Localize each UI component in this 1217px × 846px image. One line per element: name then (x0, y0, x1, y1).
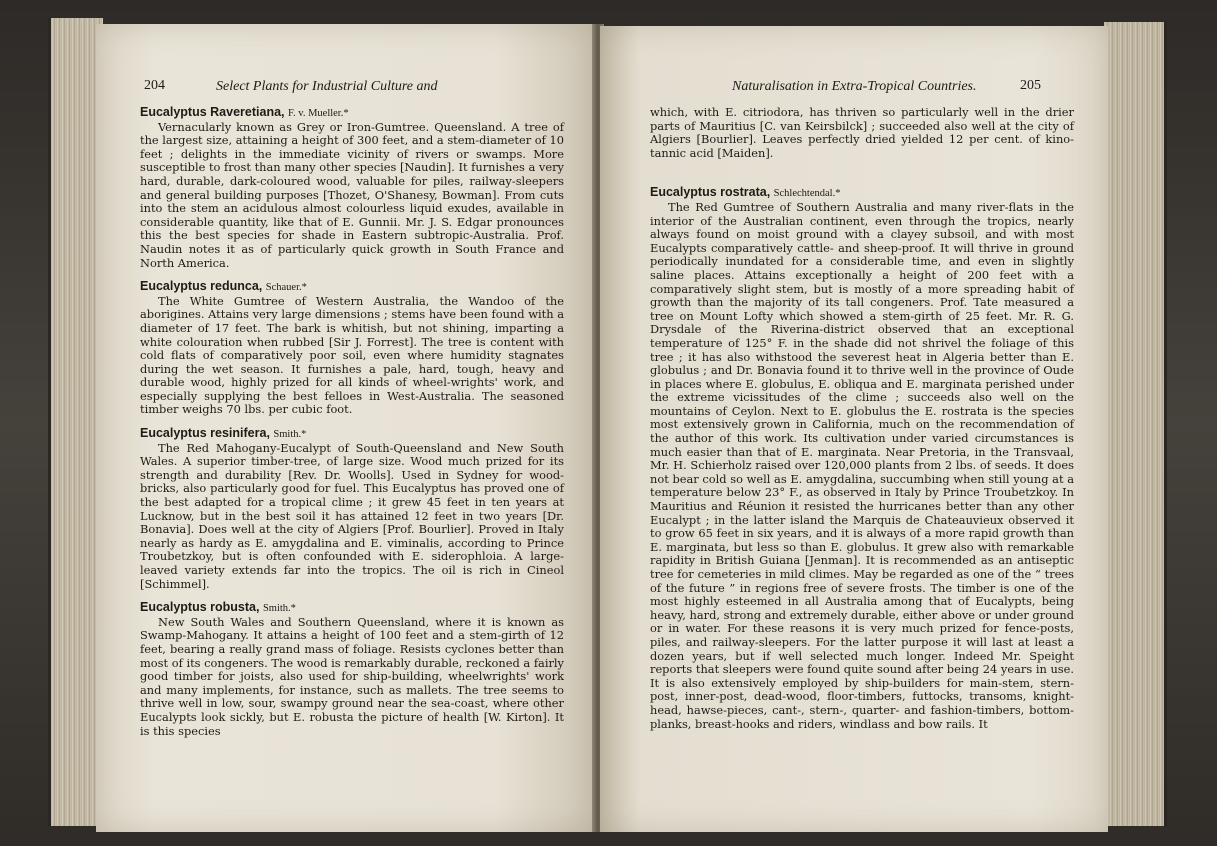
entry-text: Vernacularly known as Grey or Iron-Gumtree. Queensland. A tree of the largest size, attaining a height of 300 feet, and a stem-diameter of 10 feet ; delights in the immediate vicinity of rivers or swamps. More susceptible to frost than many other species [Naudin]. It furnishes a very hard, durable, dark-coloured wood, valuable for piles, railway-sleepers and general building purposes [Thozet, O'Shanesy, Bowman]. From cuts into the stem an acidulous almost colourless liquid exudes, available in considerable quantity, like that of E. Gunnii. Mr. J. S. Edgar pronounces this the best species for shade in Eastern subtropic-Australia. Prof. Naudin notes it as of particularly quick growth in South France and North America. (140, 119, 564, 270)
entry-heading: Eucalyptus Raveretiana, F. v. Mueller.* (140, 105, 349, 119)
entry-eucalyptus-rostrata (650, 186, 1074, 731)
entry-heading: Eucalyptus redunca, Schauer.* (140, 279, 307, 294)
entry-text: The Red Gumtree of Southern Australia and many river-flats in the interior of the Australian continent, even through the tropics, nearly always found on moist ground with a clayey subsoil, and with most Eucalypts comparatively cattle- and sheep-proof. It will thrive in ground periodically inundated for a considerable time, and even in slightly saline places. Attains exceptionally a height of 200 feet with a comparatively slight stem, but is mostly of a more spreading habit of growth than the majority of its tall congeners. Prof. Tate measured a tree on Mount Lofty which showed a stem-girth of 25 feet. Mr. R. G. Drysdale of the Riverina-district observed that an exceptional temperature of 125° F. in the shade did not shrivel the foliage of this tree ; it has also withstood the severest heat in Algeria better than E. globulus ; and Dr. Bonavia found it to thrive well in the province of Oude in places where E. globulus, E. obliqua and E. marginata perished under the extreme vicissitudes of the clime ; succeeds also well on the mountains of Ceylon. Next to E. globulus the E. rostrata is the species most extensively grown in California, much on the recommendation of the author of this work. Its cultivation under varied circumstances is much easier than that of E. marginata. Near Pretoria, in the Transvaal, Mr. H. Schierholz raised over 120,000 plants from 2 lbs. of seeds. It does not bear cold so well as E. amygdalina, succumbing when still young at a temperature below 23° F., as observed in Italy by Prince Troubetzkoy. In Mauritius and Réunion it resisted the hurricanes better than any other Eucalypt ; in the latter island the Marquis de Chateauvieux observed it to grow 65 feet in six years, and it is always of a more rapid growth than E. marginata, but less so than E. globulus. It grew also with remarkable rapidity in British Guiana [Jenman]. It is recommended as an antiseptic tree for cemeteries in mild climes. May be regarded as one of the “ trees of the future ” in regions free of severe frosts. The timber is one of the most highly esteemed in all Australia among that of Eucalypts, being heavy, hard, strong and extremely durable, either above or under ground or in water. For these reasons it is very much prized for fence-posts, piles, and railway-sleepers. For the latter purpose it will last at least a dozen years, but if well selected much longer. Indeed Mr. Speight reports that sleepers were found quite sound after being 24 years in use. It is also extensively employed by ship-builders for main-stem, stern-post, inner-post, dead-wood, floor-timbers, futtocks, transoms, knight-head, hawse-pieces, cant-, stern-, quarter- and fashion-timbers, bottom-planks, breast-hooks and riders, windlass and bow rails. It (650, 199, 1074, 731)
right-page-edges (1104, 22, 1167, 826)
right-page-body (650, 106, 1074, 741)
entry-heading: Eucalyptus resinifera, Smith.* (140, 426, 307, 441)
entry-eucalyptus-redunca (140, 280, 564, 417)
right-page-number: 205 (1020, 78, 1041, 93)
entry-text: The Red Mahogany-Eucalypt of South-Queensland and New South Wales. A superior timber-tree, of large size. Wood much prized for its strength and durability [Rev. Dr. Woolls]. Used in Sydney for wood-bricks, also particularly good for fuel. This Eucalyptus has proved one of the best adapted for a tropical clime ; it grew 45 feet in ten years at Lucknow, but in the best soil it has attained 12 feet in two years [Dr. Bonavia]. Does well at the city of Algiers [Prof. Bourlier]. Proved in Italy nearly as hardy as E. amygdalina and E. viminalis, according to Prince Troubetzkoy, but is often confounded with E. siderophloia. A large-leaved variety extends far into the tropics. The oil is rich in Cineol [Schimmel]. (140, 440, 564, 591)
entry-eucalyptus-robusta (140, 601, 564, 738)
left-page-edges (48, 18, 103, 826)
entry-eucalyptus-resinifera (140, 427, 564, 591)
entry-continuation (650, 106, 1074, 160)
right-page (600, 26, 1108, 832)
continuation-text: which, with E. citriodora, has thriven so particularly well in the drier parts of Mauritius [C. van Keirsbilck] ; succeeded also well at the city of Algiers [Bourlier]. Leaves perfectly dried yielded 12 per cent. of kino-tannic acid [Maiden]. (650, 105, 1074, 160)
entry-text: The White Gumtree of Western Australia, the Wandoo of the aborigines. Attains very large dimensions ; stems have been found with a diameter of 17 feet. The bark is whitish, but not shining, imparting a white colouration when rubbed [Sir J. Forrest]. The tree is content with cold flats of comparatively poor soil, even where humidity stagnates during the wet season. It furnishes a pale, hard, tough, heavy and durable wood, highly prized for all kinds of wheel-wrights' work, and especially supplying the best felloes in West-Australia. The seasoned timber weighs 70 lbs. per cubic foot. (140, 293, 564, 417)
left-page-number: 204 (144, 78, 165, 93)
entry-heading: Eucalyptus robusta, Smith.* (140, 600, 296, 615)
entry-eucalyptus-raveretiana (140, 106, 564, 270)
entry-text: New South Wales and Southern Queensland, where it is known as Swamp-Mahogany. It attains a height of 100 feet and a stem-girth of 12 feet, bearing a really grand mass of foliage. Resists cyclones better than most of its congeners. The wood is remarkably durable, reckoned a fairly good timber for joists, also used for ship-building, wheelwrights' work and many implements, for instance, such as mallets. The tree seems to thrive well in low, sour, swampy ground near the sea-coast, where other Eucalypts look sickly, but E. robusta the picture of health [W. Kirton]. It is this species (140, 614, 564, 738)
left-page-body (140, 106, 564, 748)
left-page (96, 24, 596, 832)
left-running-title: Select Plants for Industrial Culture and (216, 79, 438, 94)
entry-heading: Eucalyptus rostrata, Schlechtendal.* (650, 185, 841, 200)
right-running-title: Naturalisation in Extra-Tropical Countries. (732, 79, 977, 94)
